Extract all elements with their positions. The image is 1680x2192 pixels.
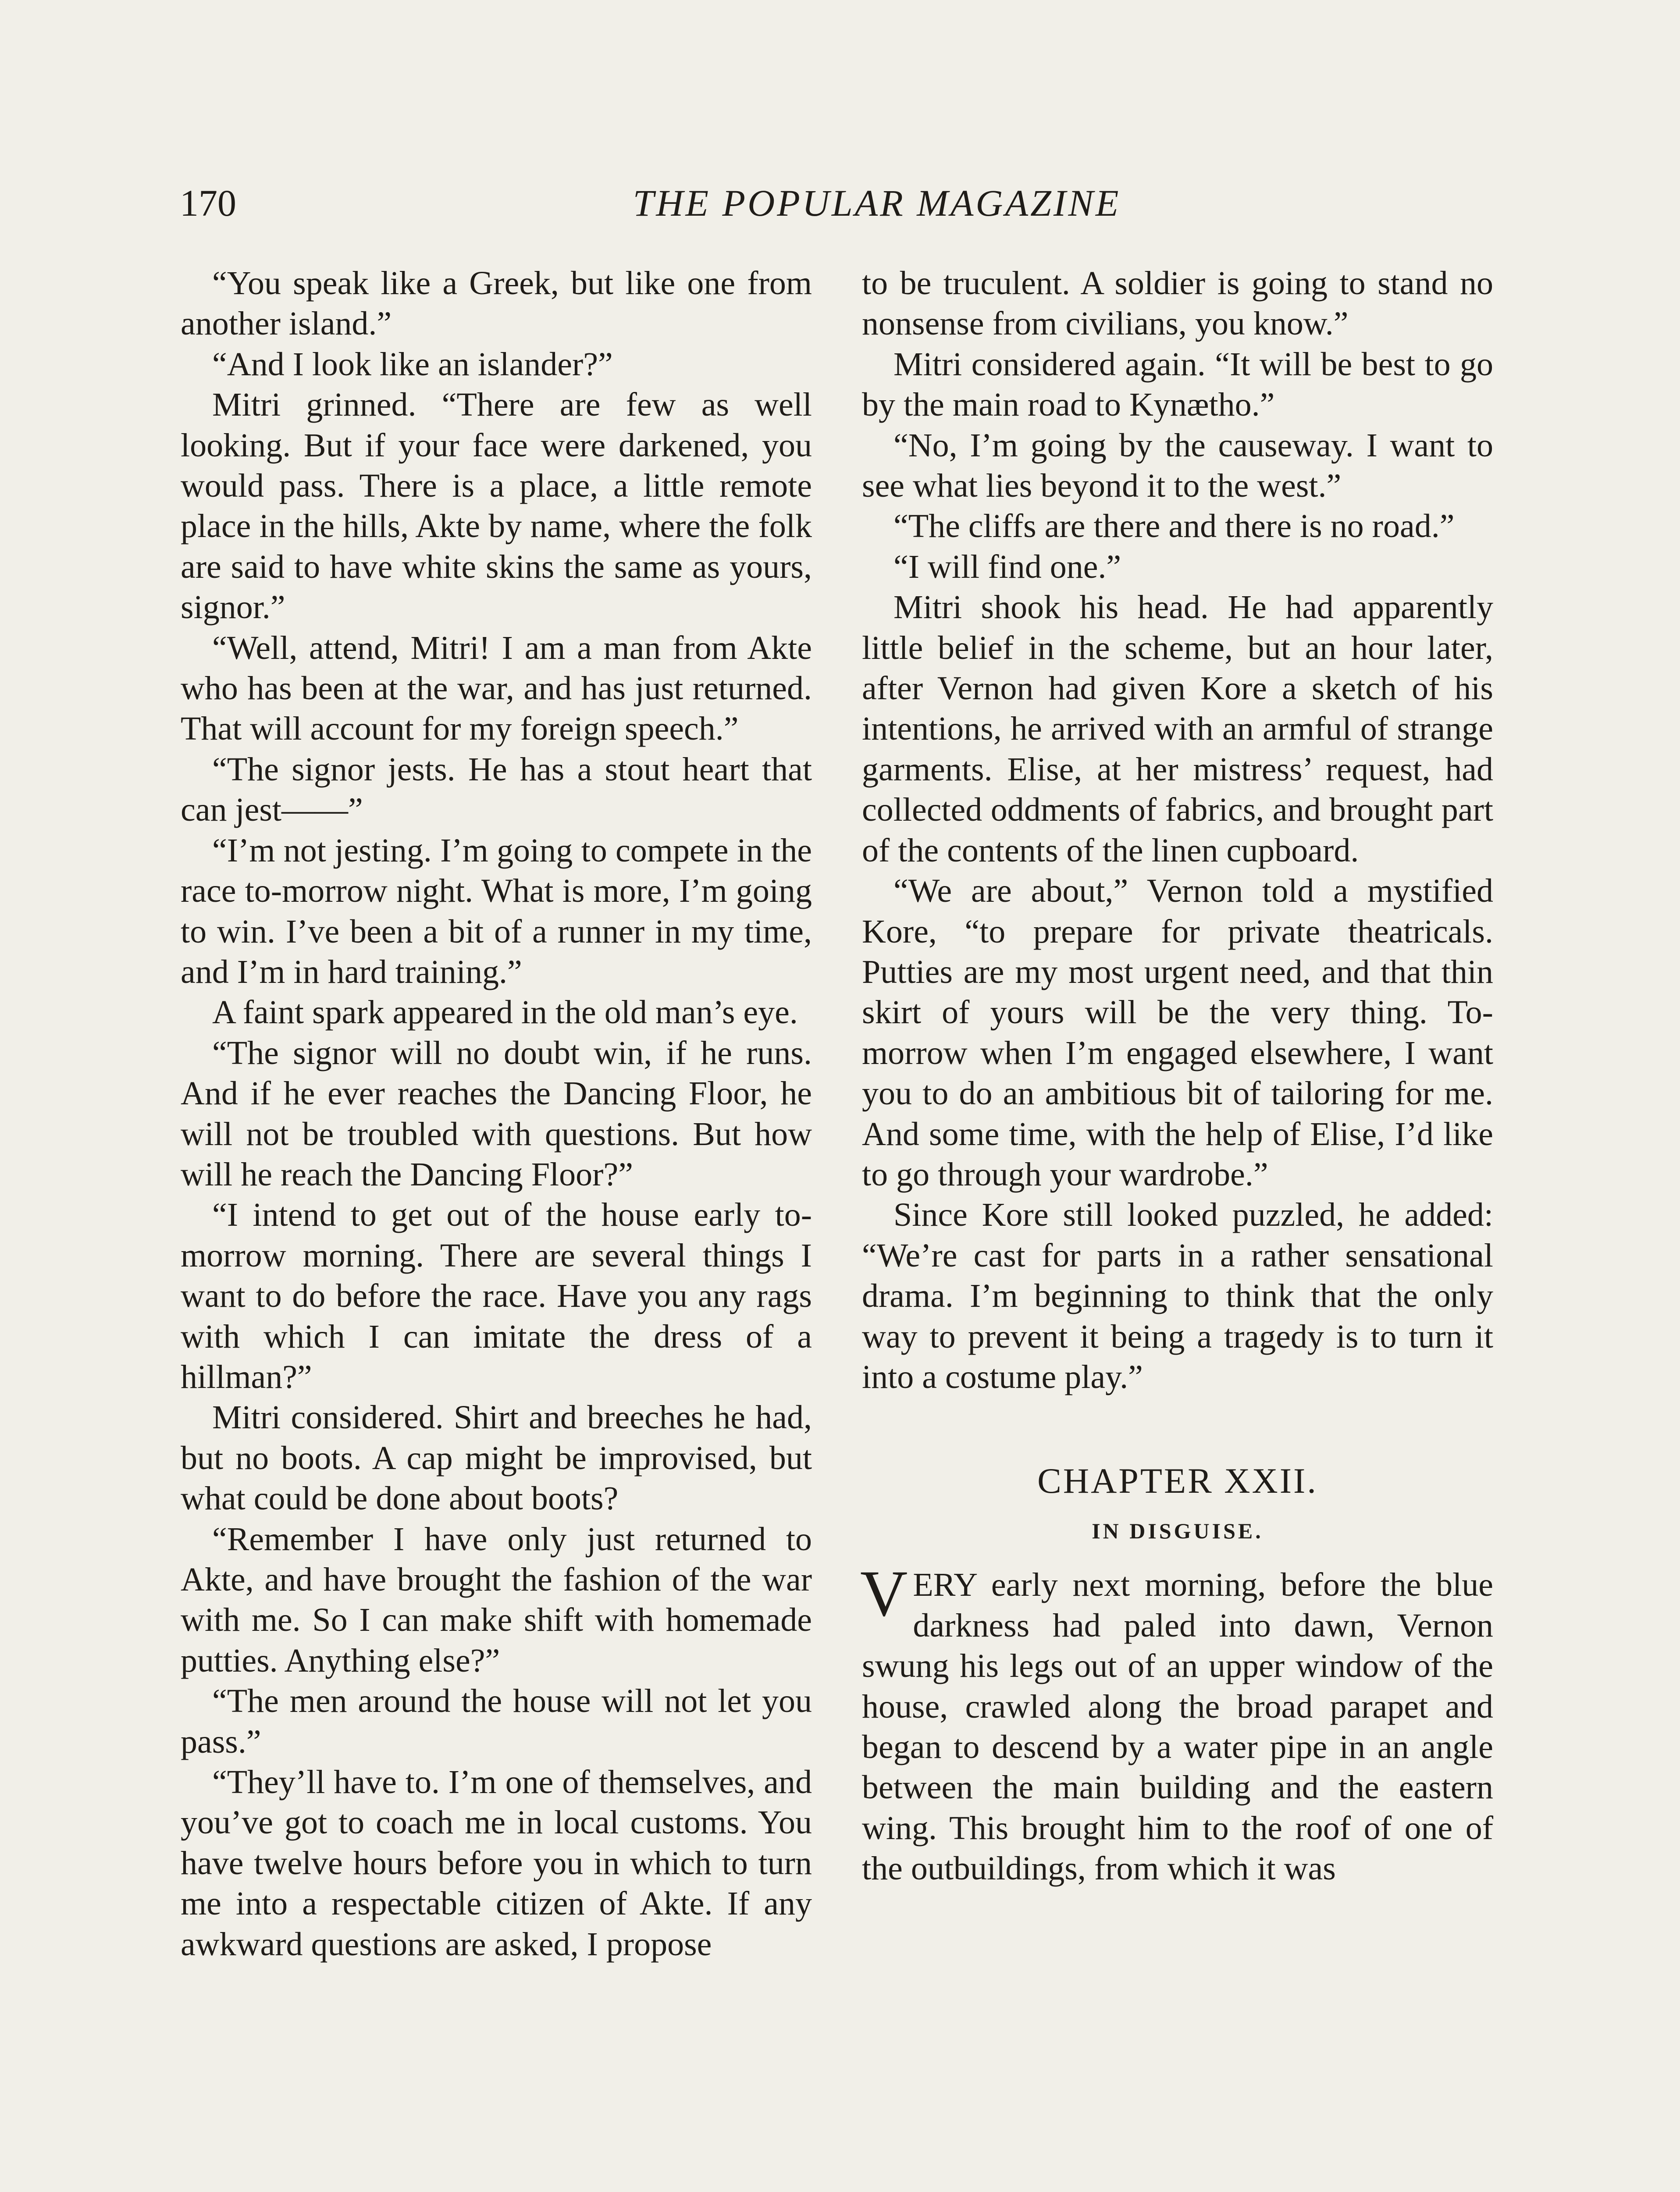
paragraph: Mitri considered. Shirt and breeches he had, but no boots. A cap might be improvised, but what could be done about boots? — [181, 1399, 812, 1517]
paragraph: “Well, attend, Mitri! I am a man from Akte who has been at the war, and has just returned. That will account for my foreign speech.” — [181, 629, 812, 747]
magazine-title: THE POPULAR MAGAZINE — [633, 182, 1121, 224]
paragraph: “The men around the house will not let you pass.” — [181, 1683, 812, 1760]
chapter-title: CHAPTER XXII. — [1037, 1461, 1318, 1501]
paragraph: “The signor will no doubt win, if he runs. And if he ever reaches the Dancing Floor, he will not be troubled with questions. But how will he reach the Dancing Floor?” — [181, 1034, 812, 1193]
paragraph: “I will find one.” — [893, 548, 1121, 585]
chapter-opening-paragraph — [860, 1557, 1493, 1889]
chapter-heading — [862, 1463, 1493, 1542]
paragraph: Mitri considered again. “It will be best to go by the main road to Kynætho.” — [862, 345, 1493, 423]
paragraph: “They’ll have to. I’m one of themselves, and you’ve got to coach me in local customs. You have twelve hours before you in which to turn me into a respectable citizen of Akte. If any awkward questions are asked, I propose — [181, 1764, 812, 1963]
paragraph: Mitri grinned. “There are few as well looking. But if your face were darkened, you would pass. There is a place, a little remote place in the hills, Akte by name, where the folk are said to have white skins the same as yours, signor.” — [181, 386, 812, 626]
paragraph: “The signor jests. He has a stout heart that can jest——” — [181, 751, 812, 829]
paragraph: “You speak like a Greek, but like one from another island.” — [181, 265, 812, 342]
paragraph: “I intend to get out of the house early to-morrow morning. There are several things I want to do before the race. Have you any rags with which I can imitate the dress of a hillman?” — [181, 1196, 812, 1395]
chapter-opening-text: ERY early next morning, before the blue darkness had paled into dawn, Vernon swung his legs out of an upper window of the house, crawled along the broad parapet and began to descend by a water pipe in an angle between the main building and the eastern wing. This brought him to the roof of one of the outbuildings, from which it was — [862, 1566, 1493, 1887]
paragraph: Since Kore still looked puzzled, he added: “We’re cast for parts in a rather sensational drama. I’m beginning to think that the only way to prevent it being a tragedy is to turn it into a costume play.” — [862, 1196, 1493, 1395]
paragraph: “We are about,” Vernon told a mystified Kore, “to prepare for private theatricals. Putties are my most urgent need, and that thin skirt of yours will be the very thing. To-morrow when I’m engaged elsewhere, I want you to do an ambitious bit of tailoring for me. And some time, with the help of Elise, I’d like to go through your wardrobe.” — [862, 872, 1493, 1193]
paragraph: “Remember I have only just returned to Akte, and have brought the fashion of the war with me. So I can make shift with homemade putties. Anything else?” — [181, 1520, 812, 1679]
drop-cap: V — [860, 1557, 908, 1630]
paragraph: “And I look like an islander?” — [212, 345, 613, 383]
chapter-subtitle: IN DISGUISE. — [1092, 1519, 1264, 1544]
paragraph: “No, I’m going by the causeway. I want to see what lies beyond it to the west.” — [862, 427, 1493, 505]
paragraph: “The cliffs are there and there is no road.” — [893, 508, 1455, 545]
continued-paragraph: to be truculent. A soldier is going to stand no nonsense from civilians, you know.” — [862, 265, 1493, 342]
paragraph: A faint spark appeared in the old man’s eye. — [212, 994, 798, 1031]
page-number: 170 — [180, 182, 236, 224]
paragraph: Mitri shook his head. He had apparently little belief in the scheme, but an hour later, after Vernon had given Kore a sketch of his intentions, he arrived with an armful of strange garments. Elise, at her mistress’ request, had collected oddments of fabrics, and brought part of the contents of the linen cupboard. — [862, 589, 1493, 869]
left-column — [181, 263, 812, 1964]
right-column — [862, 263, 1493, 1889]
paragraph: “I’m not jesting. I’m going to compete in the race to-morrow night. What is more, I’m going to win. I’ve been a bit of a runner in my time, and I’m in hard training.” — [181, 832, 812, 990]
